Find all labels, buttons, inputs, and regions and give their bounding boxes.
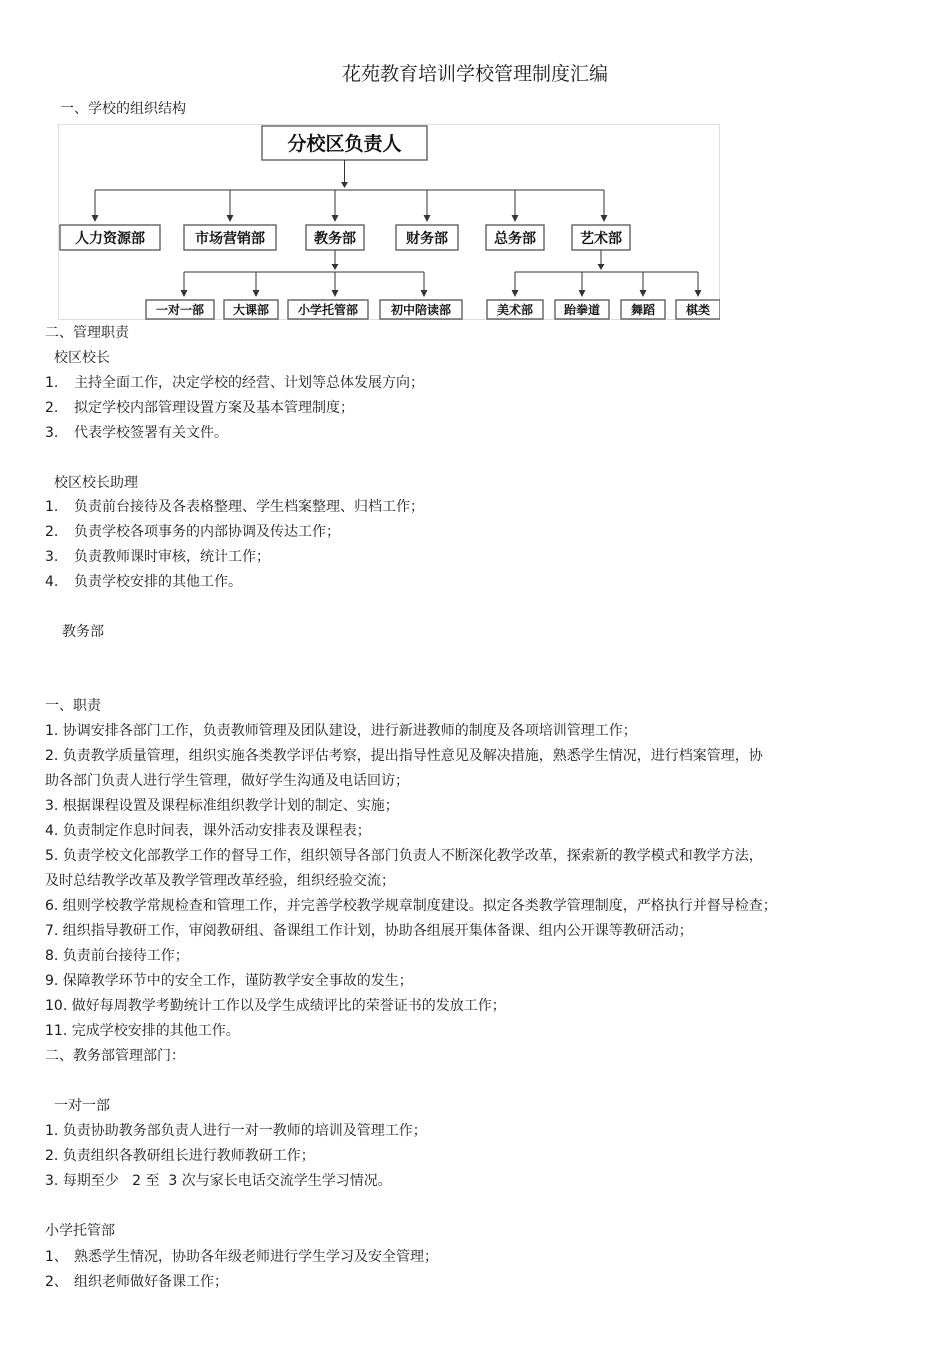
primary-care-item-2-num: 2、 xyxy=(45,1274,68,1290)
primary-care-item-1-num: 1、 xyxy=(45,1249,68,1265)
academic-duty-line: 2. 负责教学质量管理，组织实施各类教学评估考察，提出指导性意见及解决措施，熟悉学生情况，进行档案管理，协 xyxy=(45,748,763,764)
one-on-one-line: 3. 每期至少 2 至 3 次与家长电话交流学生学习情况。 xyxy=(45,1173,392,1189)
org-head-label: 分校区负责人 xyxy=(287,133,402,155)
academic-duty-line: 9. 保障教学环节中的安全工作，谨防教学安全事故的发生； xyxy=(45,973,413,989)
academic-duty-line: 3. 根据课程设置及课程标准组织教学计划的制定、实施； xyxy=(45,798,399,814)
org-dept-label-hr: 人力资源部 xyxy=(75,231,145,247)
org-sub-label-dance: 舞蹈 xyxy=(630,303,656,317)
org-chart xyxy=(58,124,720,320)
org-sub-label-large-class: 大课部 xyxy=(232,303,270,317)
org-academic-connectors xyxy=(181,250,428,297)
section-management-duties-heading: 二、管理职责 xyxy=(45,325,129,341)
org-dept-connectors xyxy=(92,190,608,222)
academic-duties-heading: 一、职责 xyxy=(45,698,101,714)
org-dept-label-academic: 教务部 xyxy=(314,231,356,247)
org-sub-label-one-on-one: 一对一部 xyxy=(155,303,205,317)
org-sub-label-primary-care: 小学托管部 xyxy=(297,303,359,317)
org-sub-label-fine-art: 美术部 xyxy=(496,303,534,317)
principal-heading: 校区校长 xyxy=(54,350,110,366)
primary-care-heading: 小学托管部 xyxy=(45,1223,115,1239)
assistant-item-3: 负责教师课时审核，统计工作； xyxy=(74,549,270,565)
academic-duty-line: 1. 协调安排各部门工作，负责教师管理及团队建设，进行新进教师的制度及各项培训管理工作； xyxy=(45,723,637,739)
academic-duty-line: 6. 组则学校教学常规检查和管理工作，并完善学校教学规章制度建设。拟定各类教学管理制度，严格执行并督导检查； xyxy=(45,898,777,914)
assistant-item-1-num: 1. xyxy=(45,499,59,515)
document-title: 花苑教育培训学校管理制度汇编 xyxy=(341,63,608,85)
primary-care-item-1: 熟悉学生情况，协助各年级老师进行学生学习及安全管理； xyxy=(74,1249,438,1265)
org-dept-label-general: 总务部 xyxy=(494,231,536,247)
principal-item-3-num: 3. xyxy=(45,425,59,441)
org-dept-label-art: 艺术部 xyxy=(580,231,622,247)
org-dept-label-finance: 财务部 xyxy=(406,231,448,247)
assistant-heading: 校区校长助理 xyxy=(54,475,138,491)
org-sub-label-taekwondo: 跆拳道 xyxy=(563,303,601,317)
assistant-item-1: 负责前台接待及各表格整理、学生档案整理、归档工作； xyxy=(74,499,424,515)
assistant-item-4-num: 4. xyxy=(45,574,59,590)
primary-care-item-2: 组织老师做好备课工作； xyxy=(74,1274,228,1290)
principal-item-2-num: 2. xyxy=(45,400,59,416)
assistant-item-2-num: 2. xyxy=(45,524,59,540)
principal-item-1-num: 1. xyxy=(45,375,59,391)
principal-item-3: 代表学校签署有关文件。 xyxy=(74,425,228,441)
org-dept-label-marketing: 市场营销部 xyxy=(195,231,265,247)
principal-item-1: 主持全面工作，决定学校的经营、计划等总体发展方向； xyxy=(74,375,424,391)
academic-heading: 教务部 xyxy=(62,624,104,640)
org-chart-diagram xyxy=(58,124,720,320)
academic-duty-line: 7. 组织指导教研工作，审阅教研组、备课组工作计划，协助各组展开集体备课、组内公开课等教研活动； xyxy=(45,923,693,939)
academic-duty-line: 8. 负责前台接待工作； xyxy=(45,948,189,964)
one-on-one-line: 2. 负责组织各教研组长进行教师教研工作； xyxy=(45,1148,315,1164)
org-sub-label-chess: 棋类 xyxy=(685,303,711,317)
academic-duty-line: 5. 负责学校文化部教学工作的督导工作，组织领导各部门负责人不断深化教学改革，探索新的教学模式和教学方法， xyxy=(45,848,763,864)
org-art-connectors xyxy=(512,250,702,297)
principal-item-2: 拟定学校内部管理设置方案及基本管理制度； xyxy=(74,400,354,416)
one-on-one-heading: 一对一部 xyxy=(54,1098,110,1114)
one-on-one-line: 1. 负责协助教务部负责人进行一对一教师的培训及管理工作； xyxy=(45,1123,427,1139)
assistant-item-2: 负责学校各项事务的内部协调及传达工作； xyxy=(74,524,340,540)
academic-duty-line: 11. 完成学校安排的其他工作。 xyxy=(45,1023,240,1039)
academic-duty-line: 4. 负责制定作息时间表，课外活动安排表及课程表； xyxy=(45,823,371,839)
section-org-structure-heading: 一、学校的组织结构 xyxy=(60,101,186,117)
assistant-item-4: 负责学校安排的其他工作。 xyxy=(74,574,242,590)
org-sub-label-junior-study: 初中陪读部 xyxy=(390,303,452,317)
assistant-item-3-num: 3. xyxy=(45,549,59,565)
academic-duty-line: 10. 做好每周教学考勤统计工作以及学生成绩评比的荣誉证书的发放工作； xyxy=(45,998,506,1014)
academic-subdepts-heading: 二、教务部管理部门： xyxy=(45,1048,185,1064)
academic-duty-line: 助各部门负责人进行学生管理，做好学生沟通及电话回访； xyxy=(45,773,409,789)
academic-duty-line: 及时总结教学改革及教学管理改革经验，组织经验交流； xyxy=(45,873,395,889)
